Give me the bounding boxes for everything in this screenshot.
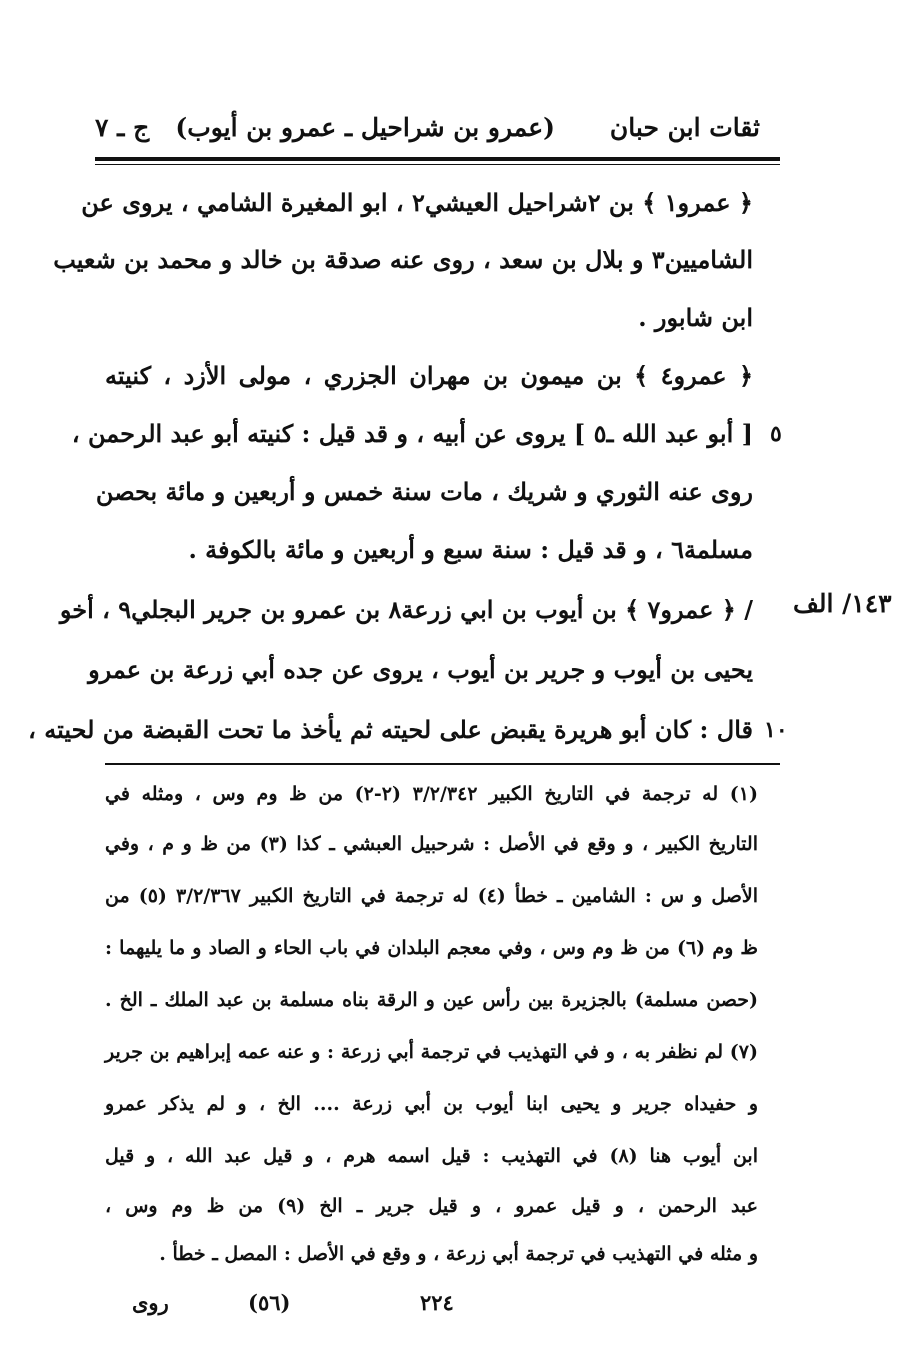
body-line-1: ﴿ عمرو١ ﴾ بن ٢شراحيل العيشي٢ ، ابو المغيرة الشامي ، يروى عن bbox=[81, 188, 753, 217]
footnote-rule bbox=[105, 763, 780, 765]
page-number: ٢٢٤ bbox=[420, 1290, 454, 1315]
body-line-5: [ أبو عبد الله ـ٥ ] يروى عن أبيه ، و قد قيل : كنيته أبو عبد الرحمن ، bbox=[71, 419, 753, 448]
footnote-line-7: و حفيداه جرير و يحيى ابنا أيوب بن أبي زرعة .... الخ ، و لم يذكر عمرو bbox=[105, 1093, 758, 1115]
body-line-4: ﴿ عمرو٤ ﴾ بن ميمون بن مهران الجزري ، مولى الأزد ، كنيته bbox=[105, 361, 754, 390]
book-title: ثقات ابن حبان bbox=[609, 113, 760, 142]
footnote-line-1: (١) له ترجمة في التاريخ الكبير ٣/٢/٣٤٢ (٢-٢) من ظ وم وس ، ومثله في bbox=[105, 783, 758, 805]
margin-folio-note: ١٤٣/ الف bbox=[793, 589, 892, 618]
catchword: روى bbox=[132, 1290, 169, 1315]
body-line-6: روى عنه الثوري و شريك ، مات سنة خمس و أربعين و مائة بحصن bbox=[95, 477, 753, 506]
line-number-10: ١٠ bbox=[764, 717, 788, 743]
signature-mark: (٥٦) bbox=[248, 1290, 291, 1315]
body-line-10: قال : كان أبو هريرة يقبض على لحيته ثم يأخذ ما تحت القبضة من لحيته ، bbox=[28, 715, 753, 744]
header-rule-thick bbox=[95, 157, 780, 161]
footnote-line-2: التاريخ الكبير ، و وقع في الأصل : شرحبيل العبشي ـ كذا (٣) من ظ و م ، وفي bbox=[105, 833, 758, 855]
footnote-line-3: الأصل و س : الشامين ـ خطأ (٤) له ترجمة في التاريخ الكبير ٣/٢/٣٦٧ (٥) من bbox=[105, 885, 759, 907]
footnote-line-4: ظ وم (٦) من ظ وم وس ، وفي معجم البلدان في باب الحاء و الصاد و ما يليهما : bbox=[105, 937, 758, 959]
section-range: (عمرو بن شراحيل ـ عمرو بن أيوب) bbox=[175, 113, 555, 142]
body-line-3: ابن شابور . bbox=[638, 303, 753, 332]
running-header bbox=[95, 108, 760, 152]
footnote-line-8: ابن أيوب هنا (٨) في التهذيب : قيل اسمه هرم ، و قيل عبد الله ، و قيل bbox=[105, 1145, 758, 1167]
volume-label: ج ـ ٧ bbox=[95, 113, 150, 142]
body-line-7: مسلمة٦ ، و قد قيل : سنة سبع و أربعين و مائة بالكوفة . bbox=[188, 535, 753, 564]
footnote-line-5: (حصن مسلمة) بالجزيرة بين رأس عين و الرقة بناه مسلمة بن عبد الملك ـ الخ . bbox=[105, 989, 758, 1011]
footnote-line-6: (٧) لم نظفر به ، و في التهذيب في ترجمة أبي زرعة : و عنه عمه إبراهيم بن جرير bbox=[105, 1041, 758, 1063]
header-rule-thin bbox=[95, 164, 780, 165]
body-line-9: يحيى بن أيوب و جرير بن أيوب ، يروى عن جده أبي زرعة بن عمرو bbox=[88, 655, 753, 684]
footnote-line-10: و مثله في التهذيب في ترجمة أبي زرعة ، و وقع في الأصل : المصل ـ خطأ . bbox=[159, 1243, 758, 1265]
body-line-2: الشاميين٣ و بلال بن سعد ، روى عنه صدقة بن خالد و محمد بن شعيب bbox=[53, 245, 753, 274]
body-line-8: / ﴿ عمرو٧ ﴾ بن أيوب بن ابي زرعة٨ بن عمرو بن جرير البجلي٩ ، أخو bbox=[59, 595, 753, 624]
line-number-5: ٥ bbox=[770, 421, 782, 447]
footnote-line-9: عبد الرحمن ، و قيل عمرو ، و قيل جرير ـ الخ (٩) من ظ وم وس ، bbox=[105, 1195, 759, 1217]
